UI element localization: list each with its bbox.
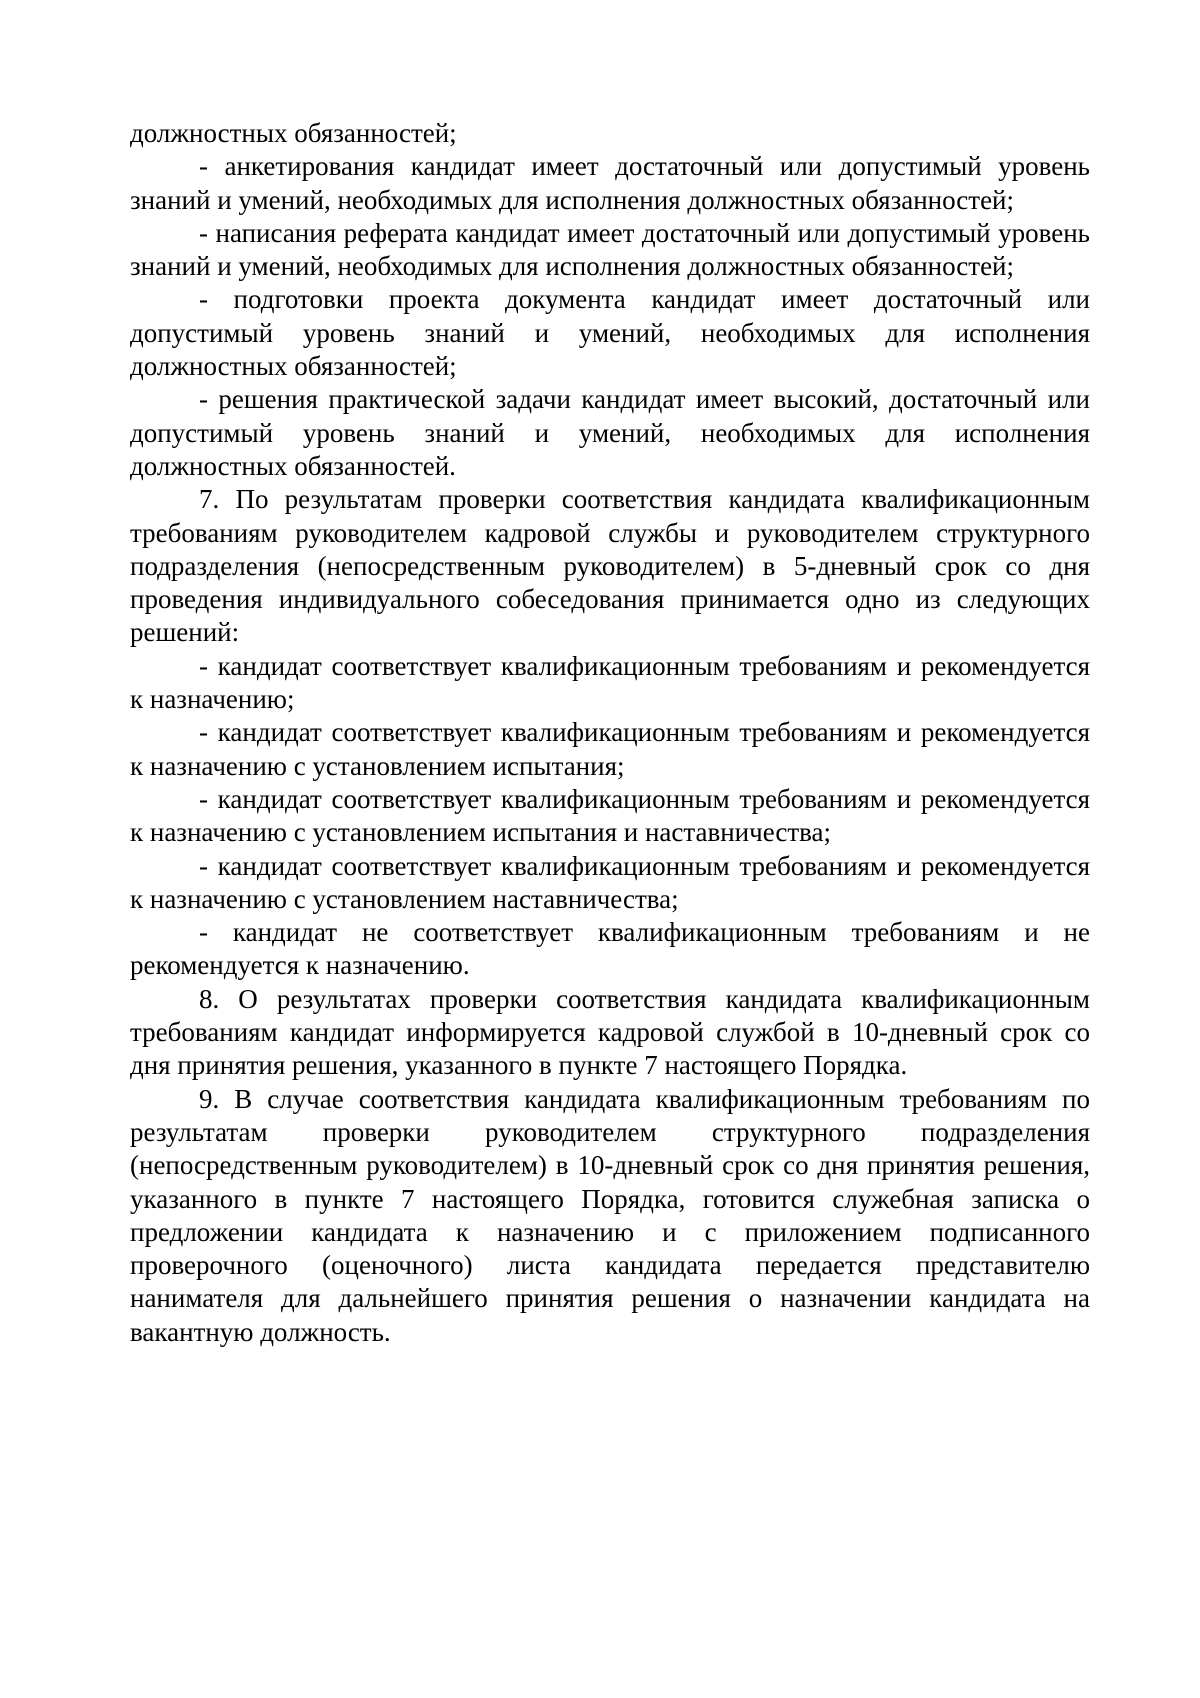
paragraph-decision-3: - кандидат соответствует квалификационным требованиям и рекомендуется к назначению с установлением испытания и наставничества;: [130, 783, 1090, 848]
paragraph-decision-2: - кандидат соответствует квалификационным требованиям и рекомендуется к назначению с установлением испытания;: [130, 717, 1090, 781]
paragraph-decision-4: - кандидат соответствует квалификационным требованиям и рекомендуется к назначению с установлением наставничества;: [130, 850, 1090, 914]
paragraph-item-essay: - написания реферата кандидат имеет достаточный или допустимый уровень знаний и умений, необходимых для исполнения должностных обязанностей;: [130, 217, 1090, 282]
paragraph-clause-9: 9. В случае соответствия кандидата квалификационным требованиям по результатам проверки руководителем структурного подразделения (непосредственным руководителем) в 10-дневный срок со дня принятия решения, указанного в пункте 7 настоящего Порядка, готовится служебная записка о предложении кандидата к назначению и с приложением подписанного проверочного (оценочного) листа кандидата передается представителю нанимателя для дальнейшего принятия решения о назначении кандидата на вакантную должность.: [130, 1083, 1090, 1347]
paragraph-decision-5: - кандидат не соответствует квалификационным требованиям и не рекомендуется к назначению.: [130, 917, 1090, 981]
paragraph-clause-8: 8. О результатах проверки соответствия кандидата квалификационным требованиям кандидат информируется кадровой службой в 10-дневный срок со дня принятия решения, указанного в пункте 7 настоящего Порядка.: [130, 983, 1090, 1081]
paragraph-item-practical-task: - решения практической задачи кандидат имеет высокий, достаточный или допустимый уровень знаний и умений, необходимых для исполнения должностных обязанностей.: [130, 384, 1090, 481]
paragraph-clause-7: 7. По результатам проверки соответствия кандидата квалификационным требованиям руководителем кадровой службы и руководителем структурного подразделения (непосредственным руководителем) в 5-дневный срок со дня проведения индивидуального собеседования принимается одно из следующих решений:: [130, 484, 1090, 648]
paragraph-item-draft-document: - подготовки проекта документа кандидат имеет достаточный или допустимый уровень знаний и умений, необходимых для исполнения должностных обязанностей;: [130, 284, 1090, 382]
paragraph-continuation: должностных обязанностей;: [130, 118, 457, 148]
paragraph-decision-1: - кандидат соответствует квалификационным требованиям и рекомендуется к назначению;: [130, 650, 1090, 715]
paragraph-item-questionnaire: - анкетирования кандидат имеет достаточный или допустимый уровень знаний и умений, необходимых для исполнения должностных обязанностей;: [130, 151, 1090, 215]
document-body: [130, 117, 1090, 1349]
